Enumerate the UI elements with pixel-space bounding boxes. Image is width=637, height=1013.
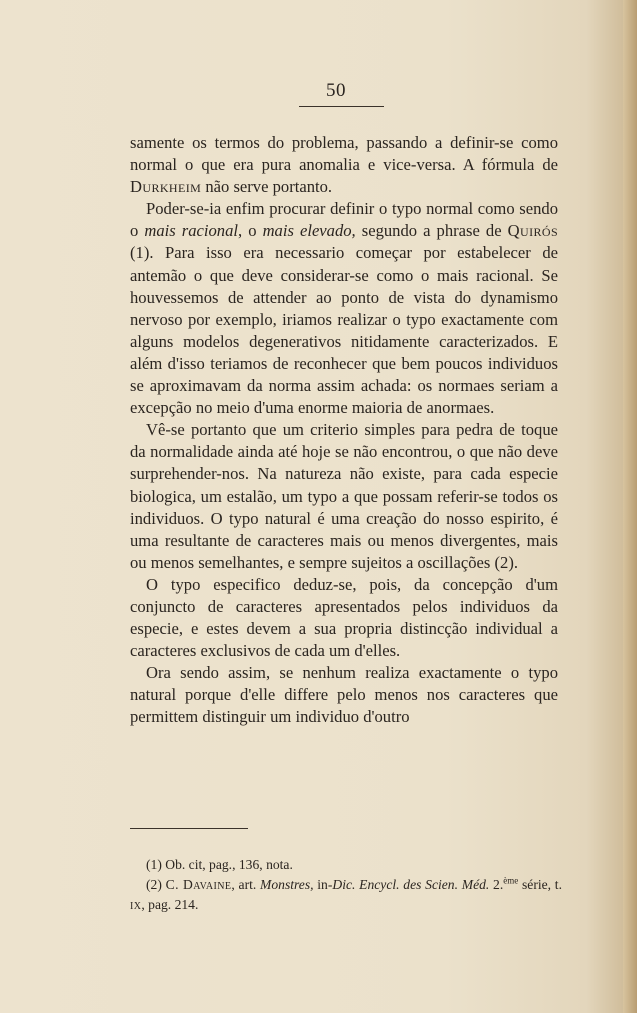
page-number: 50 [326,80,346,101]
author-name-durkheim: Durkheim [130,177,202,197]
footnote-ref-1: (1) [130,243,150,263]
paragraph-1 [130,132,558,198]
author-name-quiros: Quirós [507,221,559,241]
footnote-2-a: , art. [231,877,261,892]
paragraph-4 [130,574,558,662]
header-rule [299,106,384,107]
paragraph-2-d: . Para isso era necessario começar por estabelecer de antemão o que deve considerar-se como o mais racional. Se houvessemos de attender ao ponto de vista do dynamismo nervoso por exemplo, iriamos realizar o typo exactamente com alguns modelos degenerativos nitidamente caracterizados. E além d'isso teriamos de reconhecer que bem poucos individuos se aproximavam da norma assim achada: os normaes seriam a excepção no meio d'uma enorme maioria de anormaes. [130,243,558,418]
footnote-1 [130,855,562,875]
footnote-1-marker: (1) [146,857,162,872]
emphasis-mais-racional: mais racional [144,221,238,241]
page-edge-shadow [623,0,637,1013]
paragraph-3-text: Vê-se portanto que um criterio simples para pedra de toque da normalidade ainda até hoje se não encontrou, o que não deve surprehender-nos. Na natureza não existe, para cada especie biologica, um estalão, um typo a que possam referir-se todos os individuos. O typo natural é uma creação do nosso espirito, é uma resultante de caracteres mais ou menos divergentes, mais ou menos semelhantes, e sempre sujeitos a oscillações [130,420,558,572]
footnotes [130,855,562,915]
paragraph-5-text: Ora sendo assim, se nenhum realiza exactamente o typo natural porque d'elle differe pelo menos nos caracteres que permittem distinguir um individuo d'outro [130,663,558,727]
paragraph-5 [130,662,558,728]
footnote-2 [130,875,562,915]
footnote-2-marker: (2) [146,877,162,892]
footnote-2-b: in- [313,877,333,892]
paragraph-2-a: Poder-se-ia enfim procurar definir o typo normal como sendo o [130,199,558,241]
paragraph-1-tail: não serve portanto. [201,177,333,197]
footnote-rule [130,828,248,829]
paragraph-2-c: segundo a phrase de [355,221,508,241]
author-name-davaine: C. Davaine [165,877,232,892]
footnote-ref-2: (2) [494,552,514,572]
paragraph-3 [130,419,558,574]
paragraph-2 [130,198,558,419]
emphasis-mais-elevado: mais elevado, [262,221,356,241]
footnote-1-text: Ob. cit, pag., 136, nota. [161,857,293,872]
paragraph-2-b: , o [238,221,263,241]
footnote-2-d: série, t. [518,877,562,892]
emphasis-dictionary-title: Dic. Encycl. des Scien. Méd. [332,877,490,892]
paragraph-1-text: samente os termos do problema, passando a definir-se como normal o que era pura anomalia e vice-versa. A fórmula de [130,133,558,175]
superscript-eme: ème [503,875,519,886]
emphasis-monstres: Monstres, [260,877,314,892]
footnote-2-e: , pag. 214. [141,897,199,912]
footnote-2-c: 2. [489,877,504,892]
paragraph-4-text: O typo especifico deduz-se, pois, da concepção d'um conjuncto de caracteres apresentados pelos individuos da especie, e estes devem a sua propria distincção individual a caracteres exclusivos de cada um d'elles. [130,574,558,661]
volume-number: ix [130,897,142,912]
body-text [130,132,558,729]
paragraph-3-tail: . [513,552,519,572]
